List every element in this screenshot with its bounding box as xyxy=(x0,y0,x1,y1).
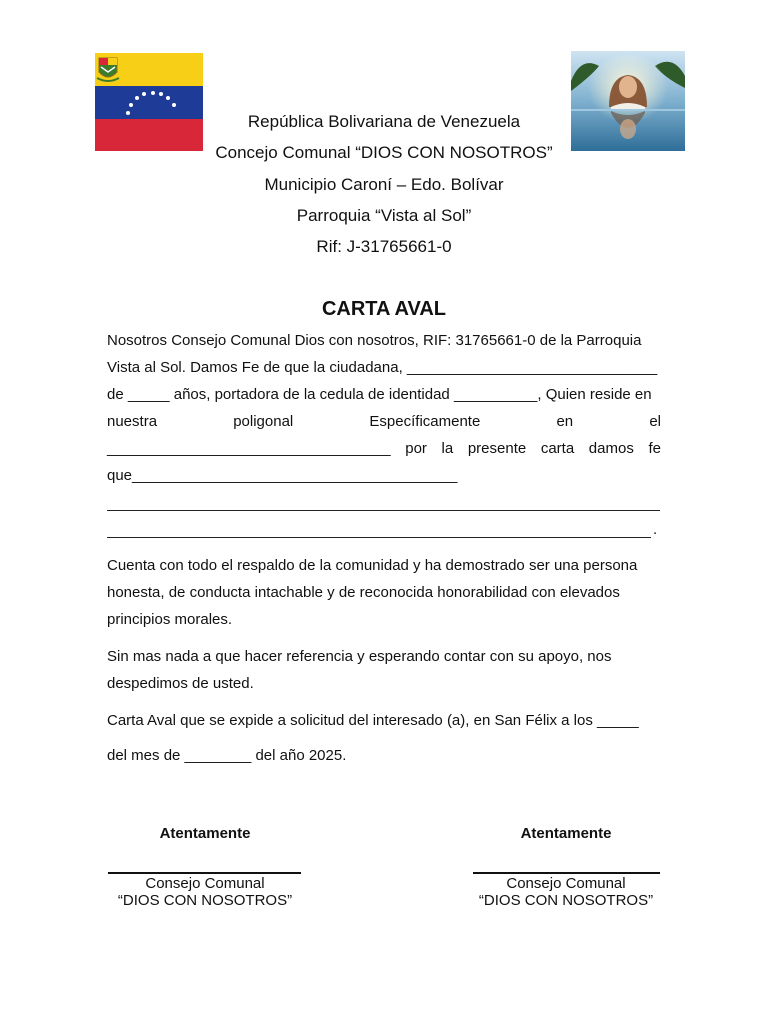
word: la xyxy=(441,440,454,457)
text-line: honesta, de conducta intachable y de reconocida honorabilidad con elevados xyxy=(107,584,620,601)
text-line: Sin mas nada a que hacer referencia y esperando contar con su apoyo, nos xyxy=(107,648,612,665)
signature-right-name: “DIOS CON NOSOTROS” xyxy=(478,892,654,909)
word: Específicamente xyxy=(369,413,481,430)
religious-image xyxy=(571,51,685,151)
signature-left-name: “DIOS CON NOSOTROS” xyxy=(117,892,293,909)
word: nuestra xyxy=(107,413,158,430)
body-paragraph-4-line-2 xyxy=(107,747,661,765)
blank-underline-2 xyxy=(107,537,651,538)
body-paragraph-2-line-3 xyxy=(107,611,661,629)
body-paragraph-1-line-3 xyxy=(107,386,661,404)
body-paragraph-1-line-5 xyxy=(107,440,661,458)
signature-left-council: Consejo Comunal xyxy=(145,875,265,892)
text-line: Nosotros Consejo Comunal Dios con nosotros, RIF: 31765661-0 de la Parroquia xyxy=(107,332,642,349)
header-parish: Parroquia “Vista al Sol” xyxy=(296,206,472,225)
blank-underline-1 xyxy=(107,510,660,511)
word: carta xyxy=(540,440,575,457)
blank-field: __________________________________ xyxy=(107,440,391,457)
word: el xyxy=(649,413,661,430)
word: poligonal xyxy=(233,413,294,430)
text-line: Vista al Sol. Damos Fe de que la ciudadana, ______________________________ xyxy=(107,359,658,376)
body-paragraph-2-line-1 xyxy=(107,557,661,575)
header-municipality: Municipio Caroní – Edo. Bolívar xyxy=(264,175,504,194)
body-paragraph-4-line-1 xyxy=(107,712,661,730)
text-line: Cuenta con todo el respaldo de la comunidad y ha demostrado ser una persona xyxy=(107,557,638,574)
body-paragraph-1-line-2 xyxy=(107,359,661,377)
body-paragraph-2-line-2 xyxy=(107,584,661,602)
text-line: despedimos de usted. xyxy=(107,675,254,692)
body-paragraph-1-line-4 xyxy=(107,413,661,431)
signature-right-council: Consejo Comunal xyxy=(506,875,626,892)
body-paragraph-3-line-1 xyxy=(107,648,661,666)
signature-right-title: Atentamente xyxy=(520,825,612,842)
signature-right-line xyxy=(473,872,660,874)
venezuela-flag xyxy=(95,53,203,151)
body-paragraph-1-line-1 xyxy=(107,332,661,350)
word: por xyxy=(405,440,427,457)
document-title: CARTA AVAL xyxy=(321,298,447,320)
word: en xyxy=(556,413,574,430)
text-line: del mes de ________ del año 2025. xyxy=(107,747,347,764)
text-line: Carta Aval que se expide a solicitud del interesado (a), en San Félix a los _____ xyxy=(107,712,639,729)
signature-left-line xyxy=(108,872,301,874)
header-rif: Rif: J-31765661-0 xyxy=(316,237,452,256)
text-line: de _____ años, portadora de la cedula de identidad __________, Quien reside en xyxy=(107,386,652,403)
header-council: Concejo Comunal “DIOS CON NOSOTROS” xyxy=(215,143,553,162)
header-country: República Bolivariana de Venezuela xyxy=(247,112,521,131)
text-line: que_______________________________________ xyxy=(107,467,458,484)
word: fe xyxy=(648,440,661,457)
end-period: . xyxy=(653,521,658,538)
word: damos xyxy=(588,440,634,457)
word: presente xyxy=(467,440,527,457)
text-line: principios morales. xyxy=(107,611,233,628)
body-paragraph-1-line-6 xyxy=(107,467,661,485)
signature-left-title: Atentamente xyxy=(159,825,251,842)
body-paragraph-3-line-2 xyxy=(107,675,661,693)
